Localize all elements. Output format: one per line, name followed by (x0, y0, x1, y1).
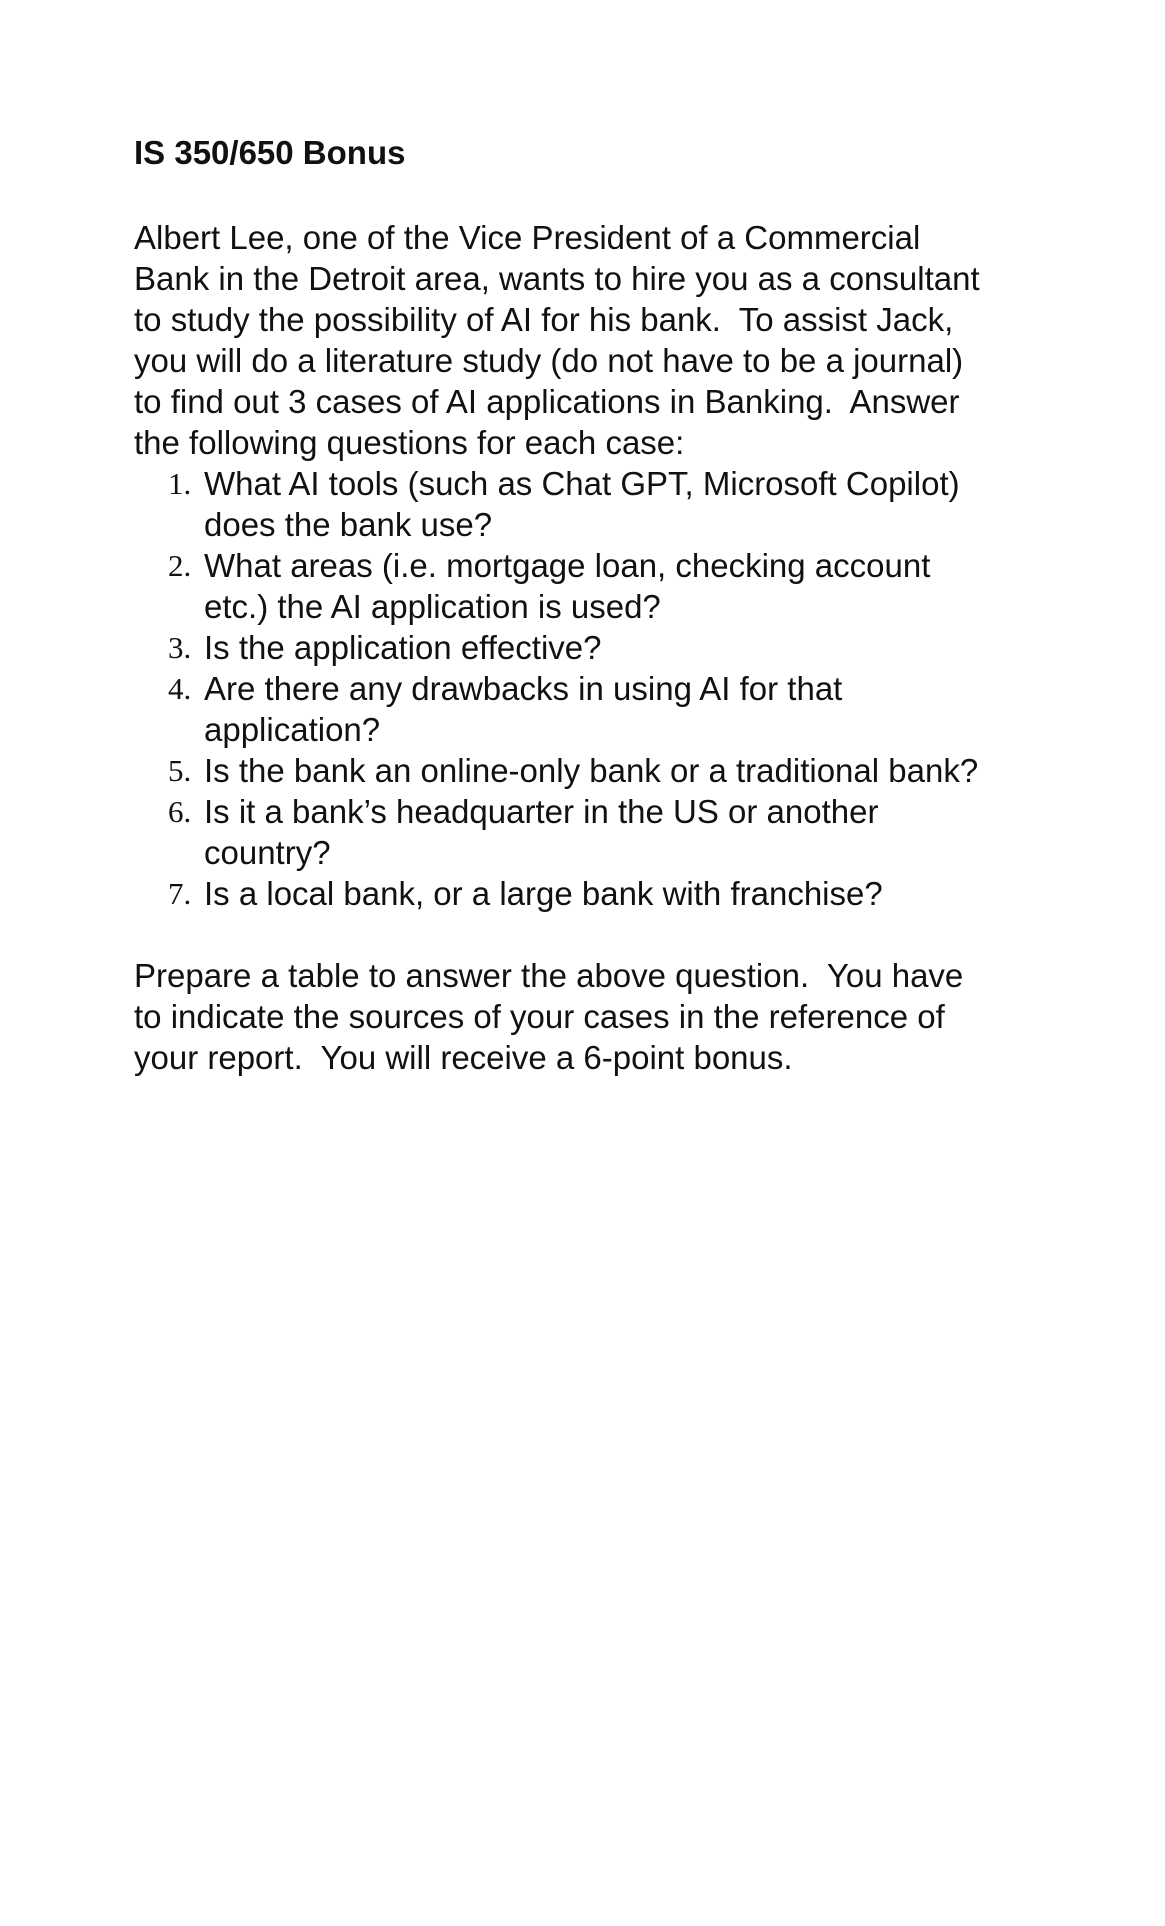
closing-line: to indicate the sources of your cases in the reference of (134, 998, 945, 1035)
document-content (134, 130, 1054, 1078)
question-item (134, 627, 1054, 668)
question-number: 3. (168, 630, 192, 665)
question-number: 5. (168, 753, 192, 788)
question-text-line: Is the application effective? (204, 629, 602, 666)
question-text-line: Are there any drawbacks in using AI for that (204, 670, 843, 707)
question-text-line: What areas (i.e. mortgage loan, checking account (204, 547, 931, 584)
question-number: 4. (168, 671, 192, 706)
question-text-line: does the bank use? (204, 506, 493, 543)
question-text-line: Is the bank an online-only bank or a traditional bank? (204, 752, 979, 789)
intro-line: the following questions for each case: (134, 424, 685, 461)
question-item (134, 750, 1054, 791)
intro-line: Albert Lee, one of the Vice President of a Commercial (134, 219, 921, 256)
closing-paragraph (134, 955, 1054, 1078)
closing-line: your report. You will receive a 6-point bonus. (134, 1039, 793, 1076)
question-text-line: What AI tools (such as Chat GPT, Microsoft Copilot) (204, 465, 960, 502)
intro-line: you will do a literature study (do not have to be a journal) (134, 342, 964, 379)
question-number: 7. (168, 876, 192, 911)
question-item (134, 873, 1054, 914)
question-item (134, 668, 1054, 750)
question-text-line: etc.) the AI application is used? (204, 588, 661, 625)
document-title: IS 350/650 Bonus (134, 134, 406, 171)
question-item (134, 791, 1054, 873)
intro-line: to find out 3 cases of AI applications in Banking. Answer (134, 383, 960, 420)
question-text-line: application? (204, 711, 381, 748)
intro-line: Bank in the Detroit area, wants to hire you as a consultant (134, 260, 980, 297)
question-list (134, 463, 1054, 914)
question-number: 2. (168, 548, 192, 583)
question-number: 1. (168, 466, 192, 501)
intro-line: to study the possibility of AI for his bank. To assist Jack, (134, 301, 954, 338)
question-text-line: country? (204, 834, 331, 871)
question-item (134, 463, 1054, 545)
question-item (134, 545, 1054, 627)
intro-paragraph (134, 217, 1054, 463)
question-number: 6. (168, 794, 192, 829)
question-text-line: Is a local bank, or a large bank with franchise? (204, 875, 883, 912)
closing-line: Prepare a table to answer the above question. You have (134, 957, 964, 994)
question-text-line: Is it a bank’s headquarter in the US or another (204, 793, 879, 830)
